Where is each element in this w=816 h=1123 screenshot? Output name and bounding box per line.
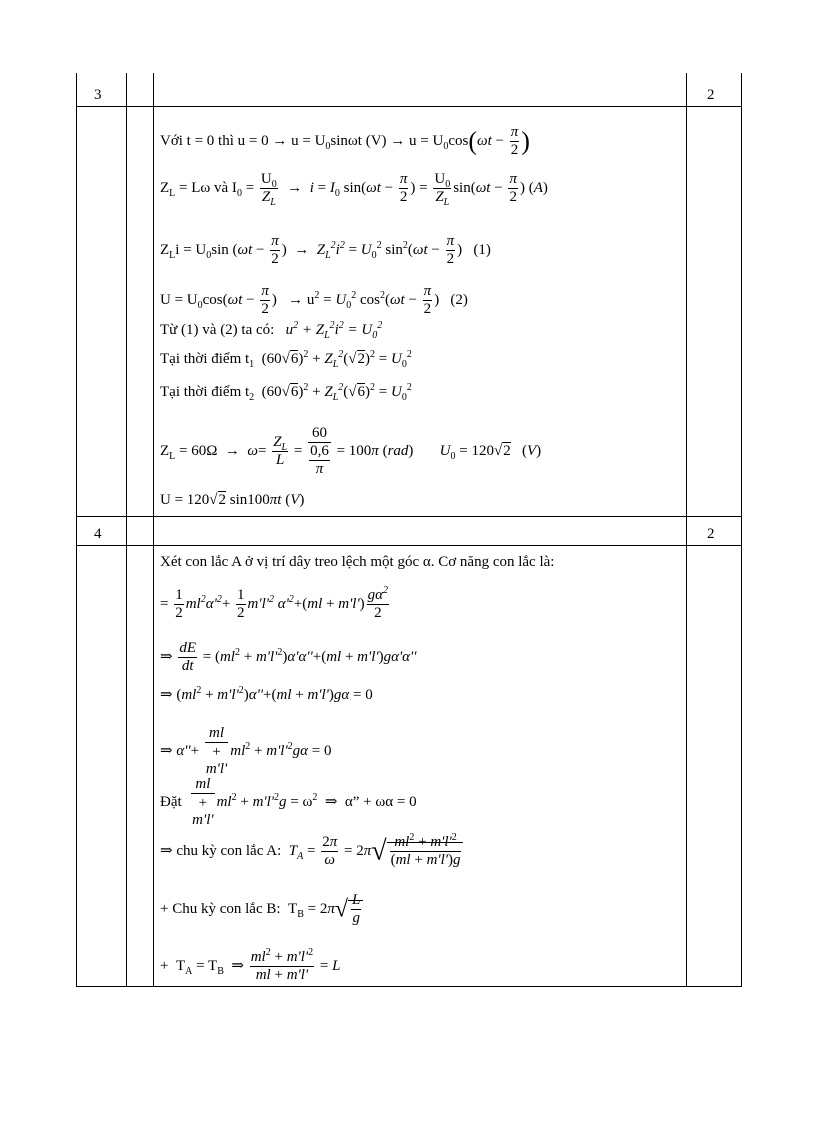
q4-equal-formula: ⇒ $\frac{ml^2 + m'l'^2}{ml + m'l'}$ = L <box>231 947 341 983</box>
q3-line-5-text: Từ (1) và (2) ta có: <box>160 322 275 338</box>
q3-formula-sum: $u^2 + Z_L^2i^2 = U_0^2$ <box>285 320 383 341</box>
table-border-right <box>741 73 742 987</box>
q4-line-9 <box>160 949 340 984</box>
q4-line-3: ⇒ $\frac{dE}{dt}$ = $(ml^2 + m'l'^2)\alpha'\alpha''+(ml + m'l')g\alpha'\alpha''$ <box>160 640 417 674</box>
q3-line-3: $Z_Li = U_0\sin$ (ωt − $\frac{\pi}{2}$ ) → $Z_L^2i^2 = U_0^2$ $\sin^2(\omega t$ − $\frac{\pi}{2}$ ) (1) <box>160 233 491 267</box>
q3-time-2-label: Tại thời điểm $t_2$ <box>160 384 255 403</box>
points-4: 2 <box>707 526 715 542</box>
q3-line-5 <box>160 321 382 339</box>
q4-set-formula: ml + m'l' $ml^2 + m'l'^2$ <box>192 776 279 828</box>
q4-line-4: ⇒ $(ml^2 + m'l'^2)\alpha''+(ml + m'l')g\alpha = 0$ <box>160 685 373 703</box>
q4-equal-label: + $T_A = T_B$ <box>160 957 224 977</box>
row-divider-3 <box>76 545 742 546</box>
q4-line-6: Đặt ml + m'l' $ml^2 + m'l'^2g = \omega^2$ ⇒ α” + ωα = 0 <box>160 776 417 828</box>
points-3: 2 <box>707 87 715 103</box>
q3-time-1-formula: $(60√6)^2 + Z_L^2(√2)^2 = U_0^2$ <box>261 349 412 370</box>
q3-time-1-label: Tại thời điểm $t_1$ <box>160 351 255 370</box>
q3-line-9: U = 120√2 sin100πt (V) <box>160 492 305 508</box>
q4-set-label: Đặt <box>160 793 182 810</box>
q4-line-5: ⇒ α''+ ml + m'l' $ml^2 + m'l'^2g\alpha = 0$ <box>160 725 332 777</box>
q3-line-4: $U = U_0\cos(\omega t$ − $\frac{\pi}{2}$ ) → $u^2 = U_0^2$ $\cos^2(\omega t$ − $\frac{\pi}{2}$ ) (2) <box>160 283 468 317</box>
q4-line-8 <box>160 892 363 927</box>
q4-period-b-label: + Chu kỳ con lắc B: <box>160 900 281 917</box>
question-number-4: 4 <box>94 526 102 542</box>
table-col-divider-2 <box>153 73 154 987</box>
row-divider-1 <box>76 106 742 107</box>
q3-line-2: $Z_L = L\omega$ và $I_0$ = $\frac{U_0}{Z_L}$ → $i = I_0$ sin(ωt − $\frac{\pi}{2}$ ) = $\frac{U_0}{Z_L}$ sin(ωt − $\frac{\pi}{2}$ ) (A) <box>160 171 548 208</box>
table-col-divider-3 <box>686 73 687 987</box>
q4-line-7 <box>160 834 463 869</box>
row-divider-2 <box>76 516 742 517</box>
q3-line-8: $Z_L = 60\Omega \to \omega=$ $\frac{Z_L}{L}$ = $\frac{60}{\frac{0,6}{\pi}}$ = 100π (rad) $U_0 = 120√2$ (V) <box>160 425 542 477</box>
table-col-divider-1 <box>126 73 127 987</box>
q3-line-7 <box>160 383 412 401</box>
q4-period-a-formula: $T_A$ = $\frac{2\pi}{\omega}$ = 2π√ $\frac{ml^2 + m'l'^2}{(ml + m'l')g}$ <box>289 843 464 859</box>
q4-line-2: = $\frac{1}{2}$ $ml^2\alpha'^2+$ $\frac{1}{2}$ $m'l'^2$ $\alpha'^2+(ml + m'l')$ $\frac{g\alpha^2}{2}$ <box>160 585 389 621</box>
q4-period-a-label: ⇒ chu kỳ con lắc A: <box>160 842 282 859</box>
q3-time-2-formula: $(60√6)^2 + Z_L^2(√6)^2 = U_0^2$ <box>261 382 412 403</box>
q4-line-1: Xét con lắc A ở vị trí dây treo lệch một góc α. Cơ năng con lắc là: <box>160 554 555 570</box>
q3-line-1: Với t = 0 thì $u = 0 \to u = U_0\sin\omega t$ $(V) \to u = U_0\cos(\omega t$ − $\frac{\pi}{2}$ ) <box>160 124 530 158</box>
table-border-bottom <box>76 986 742 987</box>
question-number-3: 3 <box>94 87 102 103</box>
q3-line-6 <box>160 350 412 368</box>
q4-period-b-formula: $T_B = 2\pi√$ $\frac{L}{g}$ <box>288 901 363 917</box>
table-border-left <box>76 73 77 987</box>
